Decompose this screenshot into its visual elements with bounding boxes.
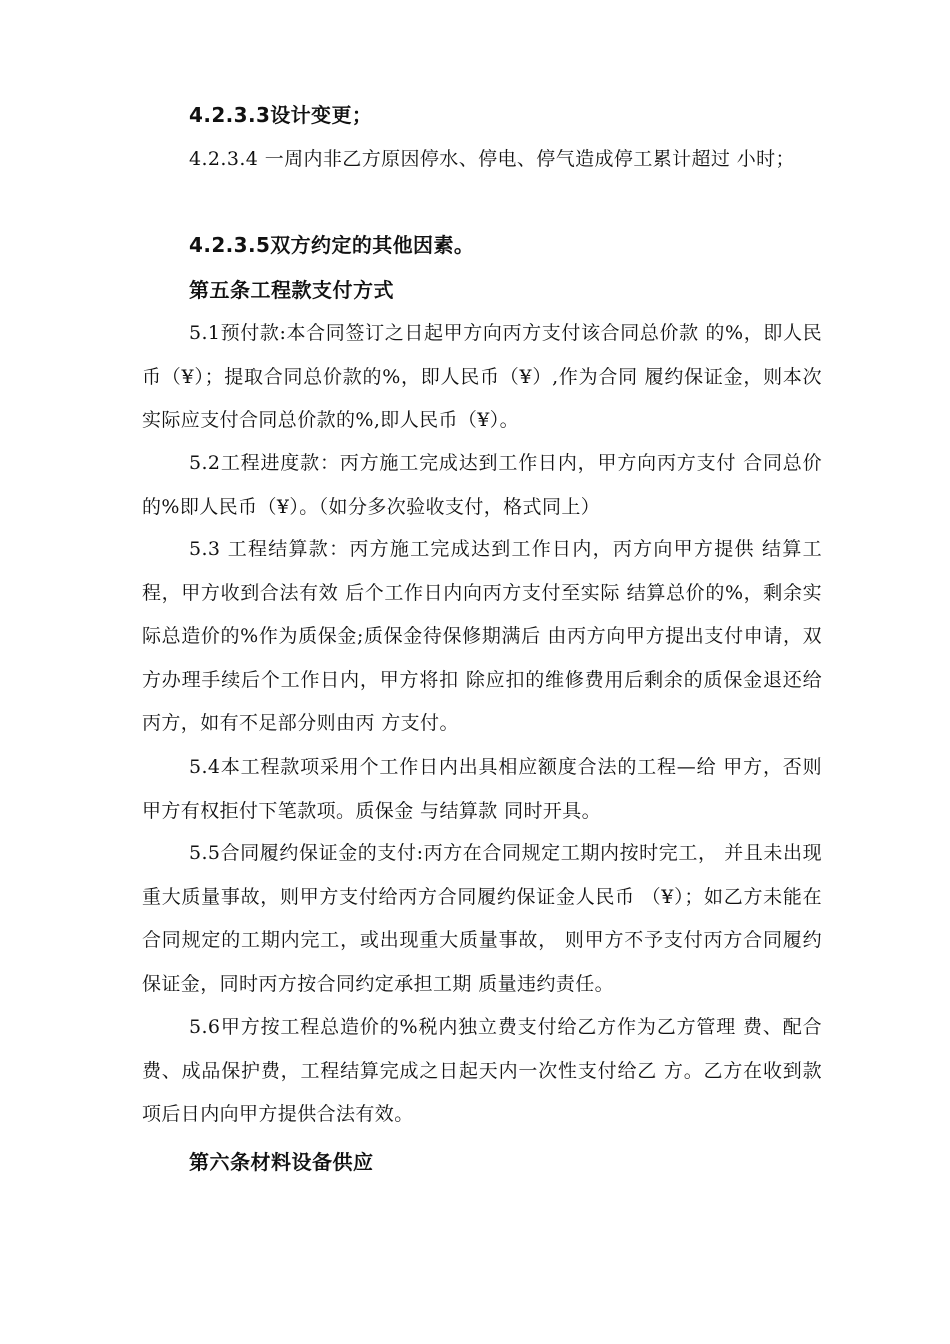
item-4-2-3-5: 4.2.3.5双方约定的其他因素。 [189,233,475,257]
clause-5-6: 5.6甲方按工程总造价的%税内独立费支付给乙方作为乙方管理 费、配合费、成品保护费，工程结算完成之日起天内一次性支付给乙 方。乙方在收到款项后日内向甲方提供合法有效。 [142,1016,822,1125]
article-5-title: 第五条工程款支付方式 [189,278,394,302]
clause-5-2: 5.2工程进度款：丙方施工完成达到工作日内，甲方向丙方支付 合同总价的%即人民币（¥）。（如分多次验收支付，格式同上） [142,452,822,518]
clause-5-4: 5.4本工程款项采用个工作日内出具相应额度合法的工程—给 甲方，否则甲方有权拒付下笔款项。质保金 与结算款 同时开具。 [142,756,822,822]
item-4-2-3-3: 4.2.3.3设计变更； [189,103,373,127]
item-4-2-3-4: 4.2.3.4 一周内非乙方原因停水、停电、停气造成停工累计超过 小时； [189,148,795,170]
article-6-title: 第六条材料设备供应 [189,1150,374,1174]
clause-5-3: 5.3 工程结算款：丙方施工完成达到工作日内，丙方向甲方提供 结算工程，甲方收到合法有效 后个工作日内向丙方支付至实际 结算总价的%，剩余实际总造价的%作为质保金;质保金待保修期满后 由丙方向甲方提出支付申请，双方办理手续后个工作日内，甲方将扣 除应扣的维修费用后剩余的质保金退还给丙方，如有不足部分则由丙 方支付。 [142,538,822,734]
clause-5-1: 5.1预付款:本合同签订之日起甲方向丙方支付该合同总价款 的%，即人民币（¥）；提取合同总价款的%，即人民币（¥）,作为合同 履约保证金，则本次实际应支付合同总价款的%,即人民币（¥）。 [142,322,822,431]
clause-5-5: 5.5合同履约保证金的支付:丙方在合同规定工期内按时完工， 并且未出现重大质量事故，则甲方支付给丙方合同履约保证金人民币 （¥）；如乙方未能在合同规定的工期内完工，或出现重大质量事故， 则甲方不予支付丙方合同履约保证金，同时丙方按合同约定承担工期 质量违约责任。 [142,842,822,995]
